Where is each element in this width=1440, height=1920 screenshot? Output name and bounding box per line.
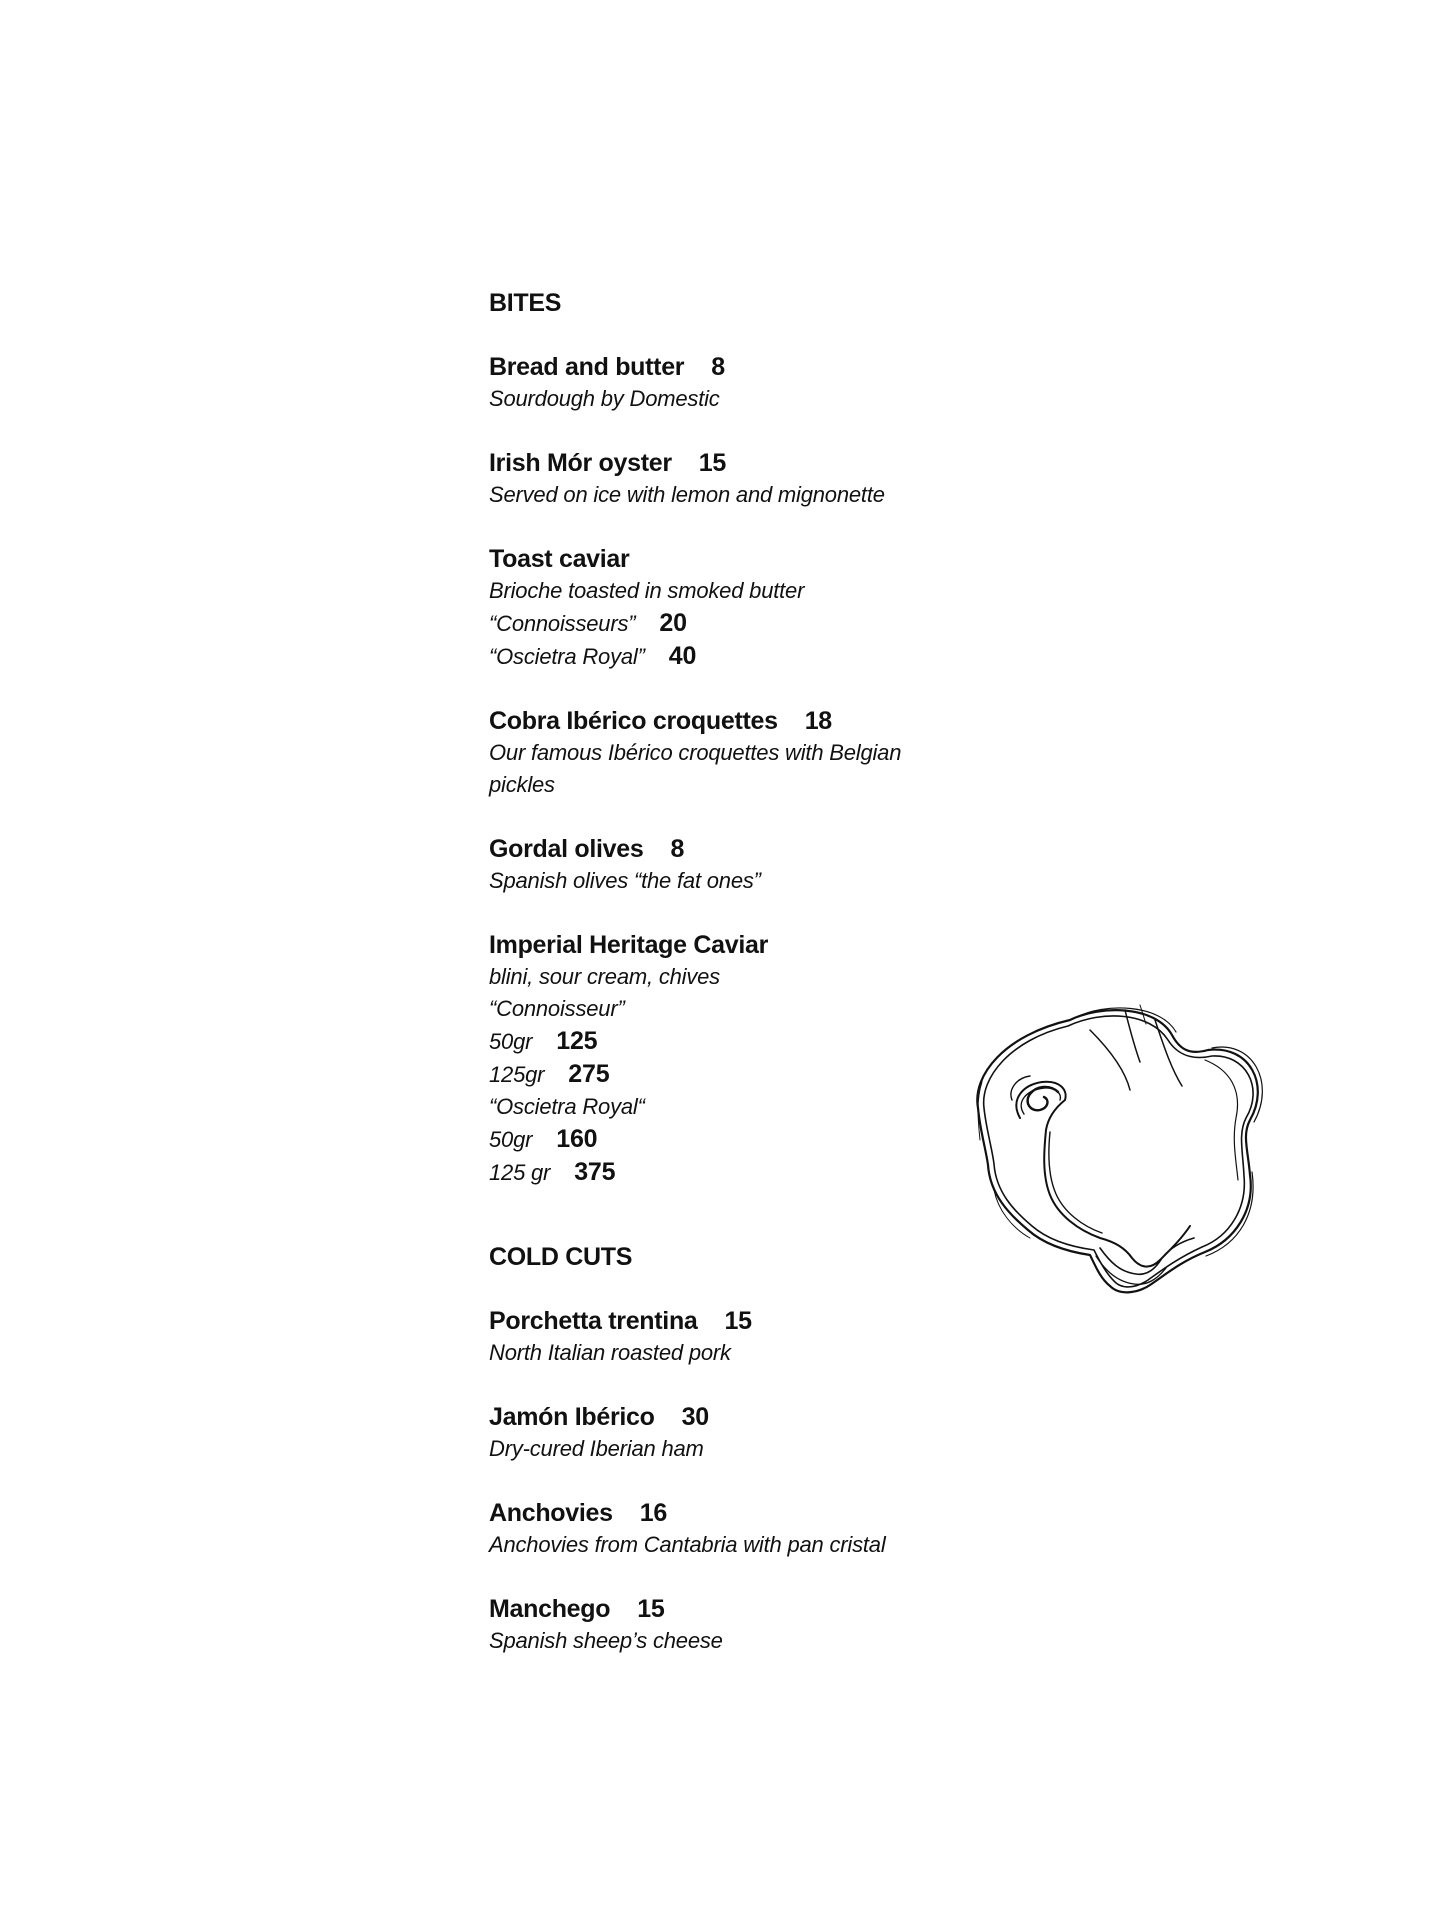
- section-title: COLD CUTS: [489, 1243, 633, 1271]
- item-name: Irish Mór oyster: [489, 449, 672, 477]
- item-description: Spanish olives “the fat ones”: [489, 868, 761, 893]
- item-description: Brioche toasted in smoked butter: [489, 578, 805, 603]
- item-name: Anchovies: [489, 1499, 613, 1527]
- item-name: Toast caviar: [489, 545, 630, 573]
- item-price: 15: [724, 1307, 752, 1335]
- option-line: [489, 640, 1049, 673]
- menu-item-bread-and-butter: [489, 351, 1049, 415]
- section-title: BITES: [489, 289, 562, 317]
- item-name: Gordal olives: [489, 835, 644, 863]
- option-price: 20: [659, 609, 687, 637]
- item-price: 15: [637, 1595, 665, 1623]
- item-name: Manchego: [489, 1595, 611, 1623]
- option-label: “Oscietra Royal”: [489, 644, 645, 669]
- item-price: 15: [698, 449, 726, 477]
- option-price: 40: [668, 642, 697, 670]
- menu-item-gordal-olives: [489, 833, 1049, 897]
- item-price: 8: [711, 353, 725, 381]
- menu-item-anchovies: [489, 1497, 1049, 1561]
- item-price: 16: [639, 1499, 667, 1527]
- option-label: 125 gr: [489, 1160, 551, 1185]
- item-name: Bread and butter: [489, 353, 685, 381]
- item-description: North Italian roasted pork: [489, 1340, 731, 1365]
- item-name: Imperial Heritage Caviar: [489, 931, 769, 959]
- item-description: Spanish sheep’s cheese: [489, 1628, 723, 1653]
- item-price: 30: [681, 1403, 709, 1431]
- menu-item-irish-mor-oyster: [489, 447, 1049, 511]
- menu: [489, 287, 1049, 1657]
- option-label: 50gr: [489, 1127, 533, 1152]
- menu-item-toast-caviar: [489, 543, 1049, 673]
- option-label: “Oscietra Royal“: [489, 1094, 645, 1119]
- oyster-sketch-icon: [950, 990, 1290, 1320]
- item-price: 8: [670, 835, 685, 863]
- item-name: Porchetta trentina: [489, 1307, 698, 1335]
- option-label: 50gr: [489, 1029, 533, 1054]
- menu-item-cobra-iberico-croquettes: [489, 705, 1049, 801]
- option-price: 375: [574, 1158, 616, 1186]
- option-price: 160: [556, 1125, 598, 1153]
- menu-item-manchego: [489, 1593, 1049, 1657]
- item-name: Cobra Ibérico croquettes: [489, 707, 778, 735]
- option-price: 125: [556, 1027, 598, 1055]
- item-price: 18: [804, 707, 832, 735]
- option-label: “Connoisseurs”: [489, 611, 636, 636]
- item-description: blini, sour cream, chives: [489, 964, 720, 989]
- option-label: 125gr: [489, 1062, 545, 1087]
- option-price: 275: [568, 1060, 610, 1088]
- item-description: Anchovies from Cantabria with pan cristal: [489, 1532, 886, 1557]
- menu-item-jamon-iberico: [489, 1401, 1049, 1465]
- item-description: Our famous Ibérico croquettes with Belgian pickles: [489, 740, 902, 797]
- item-description: Served on ice with lemon and mignonette: [489, 482, 885, 507]
- option-line: [489, 607, 1049, 640]
- item-description: Sourdough by Domestic: [489, 386, 720, 411]
- item-description: Dry-cured Iberian ham: [489, 1436, 704, 1461]
- item-name: Jamón Ibérico: [489, 1403, 655, 1431]
- option-label: “Connoisseur”: [489, 996, 625, 1021]
